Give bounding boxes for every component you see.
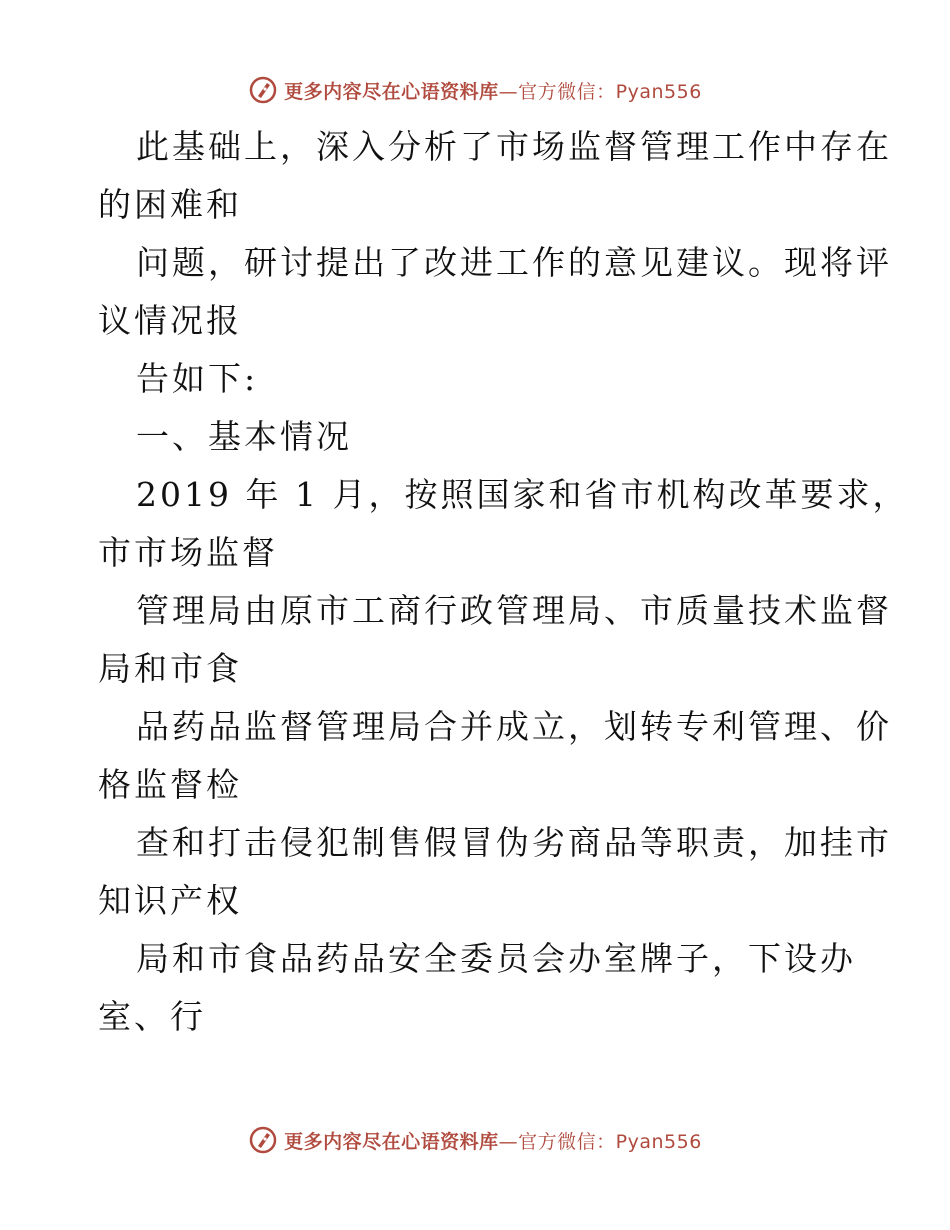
footer-watermark-text [284, 1127, 702, 1154]
header-watermark-text [284, 77, 702, 104]
header-watermark-banner [0, 70, 950, 110]
header-brand-text: 更多内容尽在心语资料库 [284, 80, 499, 103]
footer-brand-text: 更多内容尽在心语资料库 [284, 1130, 499, 1153]
body-line: 管理局由原市工商行政管理局、市质量技术监督 [136, 591, 892, 630]
body-line: 品药品监督管理局合并成立，划转专利管理、价 [136, 707, 892, 746]
body-line: 局和市食 [98, 649, 242, 688]
body-line: 室、行 [98, 997, 206, 1036]
document-body [98, 118, 909, 1046]
body-line: 问题，研讨提出了改进工作的意见建议。现将评 [136, 243, 892, 282]
body-line: 局和市食品药品安全委员会办室牌子，下设办 [136, 939, 856, 978]
body-line: 2019 年 1 月，按照国家和省市机构改革要求， [136, 475, 909, 514]
body-line: 议情况报 [98, 301, 242, 340]
header-wechat-text: —官方微信：Pyan556 [498, 80, 702, 103]
footer-watermark-banner [0, 1120, 950, 1160]
body-line: 的困难和 [98, 185, 242, 224]
body-line: 查和打击侵犯制售假冒伪劣商品等职责，加挂市 [136, 823, 892, 862]
section-heading: 一、基本情况 [136, 417, 352, 456]
pen-nib-seal-icon [248, 75, 278, 105]
body-line: 市市场监督 [98, 533, 278, 572]
footer-wechat-text: —官方微信：Pyan556 [498, 1130, 702, 1153]
pen-nib-seal-icon [248, 1125, 278, 1155]
body-line: 知识产权 [98, 881, 242, 920]
body-line: 告如下: [136, 359, 259, 398]
body-line: 格监督检 [98, 765, 242, 804]
body-line: 此基础上，深入分析了市场监督管理工作中存在 [136, 127, 892, 166]
